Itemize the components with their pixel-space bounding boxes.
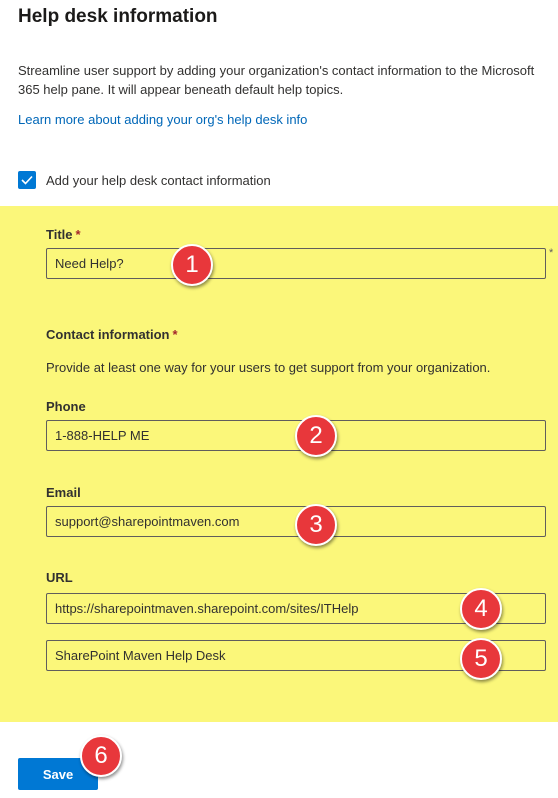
page-title: Help desk information — [18, 6, 218, 27]
annotation-badge-4: 4 — [460, 588, 502, 630]
page-description: Streamline user support by adding your organization's contact information to the Microsoft 365 help pane. It will appear beneath default help topics. — [18, 63, 535, 97]
annotation-badge-5: 5 — [460, 638, 502, 680]
checkbox-label: Add your help desk contact information — [46, 172, 271, 188]
annotation-badge-6: 6 — [80, 735, 122, 777]
title-label: Title * — [46, 227, 81, 242]
annotation-badge-1: 1 — [171, 244, 213, 286]
url-label: URL — [46, 570, 73, 585]
checkbox-checked-icon[interactable] — [18, 171, 36, 189]
contact-helper-text: Provide at least one way for your users to get support from your organization. — [46, 360, 491, 375]
annotation-badge-2: 2 — [295, 415, 337, 457]
phone-label: Phone — [46, 399, 86, 414]
learn-more-link[interactable]: Learn more about adding your org's help desk info — [18, 112, 308, 127]
title-required-marker: * — [549, 247, 554, 259]
save-button[interactable]: Save — [18, 758, 98, 790]
required-marker: * — [172, 327, 178, 342]
help-desk-contact-checkbox[interactable] — [18, 170, 271, 190]
title-input[interactable] — [46, 248, 546, 279]
email-label: Email — [46, 485, 81, 500]
annotation-badge-3: 3 — [295, 504, 337, 546]
contact-information-label: Contact information * — [46, 327, 178, 342]
required-marker: * — [75, 227, 81, 242]
check-mark-icon — [21, 175, 33, 185]
